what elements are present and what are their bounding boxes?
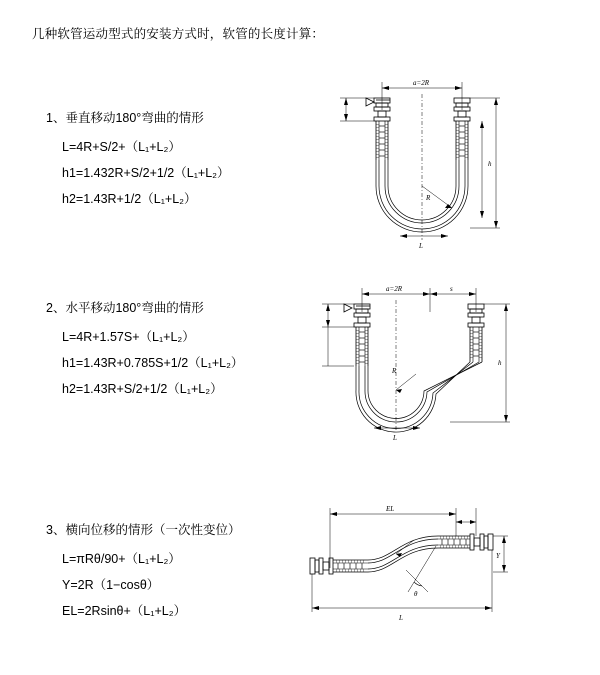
section-2-title: 2、水平移动180°弯曲的情形 [46, 301, 204, 315]
svg-text:L: L [419, 242, 423, 250]
hose-s-curve [368, 536, 438, 572]
svg-text:h: h [488, 160, 492, 168]
left-hose-braid [376, 121, 388, 160]
hose-u-bend-skew [356, 362, 482, 432]
svg-text:a=2R: a=2R [413, 79, 429, 87]
dim-top-right [430, 285, 476, 312]
dim-bottom-L [312, 550, 492, 622]
dim-bottom-L [400, 234, 448, 250]
extension-lines [340, 98, 374, 121]
top-marker [366, 98, 390, 106]
formula: h2=1.43R+S/2+1/2（L₁+L₂） [62, 382, 223, 396]
radius-callout [422, 186, 452, 208]
dim-top-left [362, 285, 430, 312]
right-hose-braid [438, 536, 470, 548]
dim-inner-h2 [480, 121, 484, 218]
svg-text:Y: Y [496, 552, 500, 560]
formula: L=4R+1.57S+（L₁+L₂） [62, 330, 195, 344]
svg-text:a=2R: a=2R [386, 285, 402, 293]
radius-callout [396, 540, 414, 557]
section-1-formulas [62, 134, 230, 212]
page-title: 几种软管运动型式的安装方式时，软管的长度计算： [32, 27, 325, 41]
formula: Y=2R（1−cosθ） [62, 578, 160, 592]
svg-text:R: R [392, 367, 397, 375]
svg-text:R: R [426, 194, 431, 202]
formula: EL=2Rsinθ+（L₁+L₂） [62, 604, 187, 618]
section-3-formulas [62, 546, 186, 624]
formula: L=πRθ/90+（L₁+L₂） [62, 552, 181, 566]
figure-vertical-180 [300, 68, 530, 278]
left-hose-braid [333, 560, 368, 572]
extension-lines [322, 304, 354, 366]
figure-lateral-offset [288, 496, 518, 636]
formula: h1=1.43R+0.785S+1/2（L₁+L₂） [62, 356, 244, 370]
svg-text:L: L [393, 434, 397, 442]
formula: h1=1.432R+S/2+1/2（L₁+L₂） [62, 166, 230, 180]
svg-text:θ: θ [414, 590, 418, 598]
svg-text:h: h [498, 359, 502, 367]
dim-top-right-small [456, 508, 476, 536]
svg-text:L: L [399, 614, 403, 622]
section-1-title: 1、垂直移动180°弯曲的情形 [46, 111, 204, 125]
dim-side-Y [493, 536, 508, 572]
formula: L=4R+S/2+（L₁+L₂） [62, 140, 181, 154]
section-3-title: 3、横向位移的情形（一次性变位） [46, 523, 241, 537]
radius-callout [391, 367, 416, 393]
figure-horizontal-180 [300, 270, 530, 460]
dim-top-EL [330, 505, 456, 568]
left-flange [344, 304, 370, 327]
formula: h2=1.43R+1/2（L₁+L₂） [62, 192, 197, 206]
svg-text:s: s [450, 285, 453, 293]
right-flange [470, 534, 493, 550]
left-flange [310, 558, 333, 574]
left-hose-braid [356, 327, 368, 366]
right-hose-braid [470, 327, 482, 362]
section-2-formulas [62, 324, 243, 402]
dim-side-h [470, 98, 500, 228]
right-hose-braid [456, 121, 468, 160]
svg-text:EL: EL [386, 505, 395, 513]
